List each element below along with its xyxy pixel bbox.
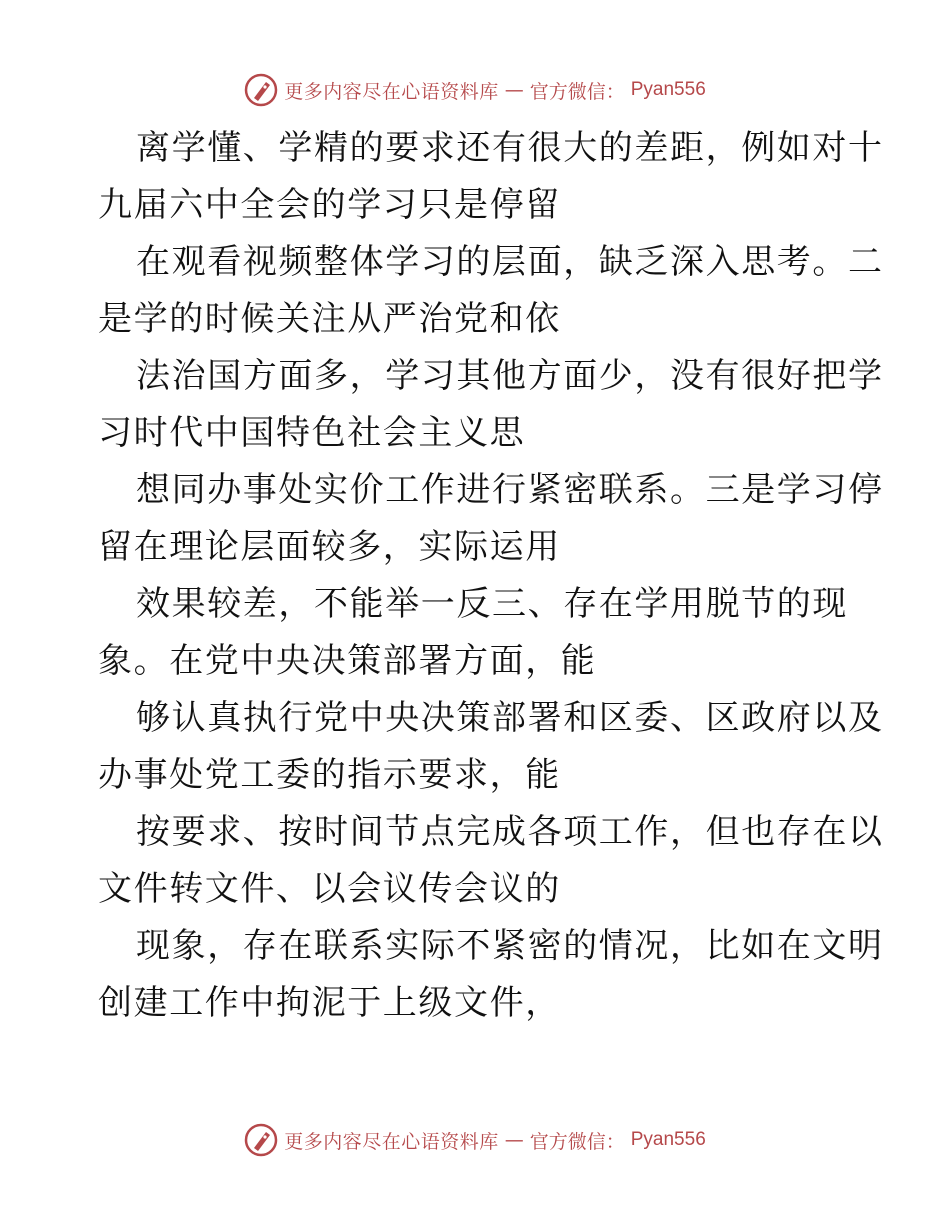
paragraph-line: 文件转文件、以会议传会议的 xyxy=(98,869,561,909)
paragraph-line: 留在理论层面较多，实际运用 xyxy=(98,527,561,567)
paragraph-line: 现象，存在联系实际不紧密的情况，比如在文明 xyxy=(136,926,884,966)
watermark-id: Pyan556 xyxy=(630,79,706,100)
watermark-separator: — xyxy=(504,1129,524,1151)
paragraph-line: 是学的时候关注从严治党和依 xyxy=(98,299,561,339)
paragraph-line: 想同办事处实价工作进行紧密联系。三是学习停 xyxy=(136,470,884,510)
header-watermark xyxy=(0,72,950,108)
watermark-site-text: 更多内容尽在心语资料库 xyxy=(284,80,499,103)
pen-nib-circle-icon xyxy=(244,73,278,107)
paragraph-line: 创建工作中拘泥于上级文件， xyxy=(98,983,561,1023)
paragraph-line: 办事处党工委的指示要求，能 xyxy=(98,755,561,795)
paragraph-1 xyxy=(98,120,884,234)
document-body xyxy=(98,120,884,1032)
paragraph-6 xyxy=(98,690,884,804)
paragraph-line: 在观看视频整体学习的层面，缺乏深入思考。二 xyxy=(136,242,884,282)
watermark-id: Pyan556 xyxy=(630,1129,706,1150)
footer-watermark xyxy=(0,1122,950,1158)
watermark-site-text: 更多内容尽在心语资料库 xyxy=(284,1130,499,1153)
paragraph-4 xyxy=(98,462,884,576)
paragraph-8 xyxy=(98,918,884,1032)
paragraph-2 xyxy=(98,234,884,348)
paragraph-line: 够认真执行党中央决策部署和区委、区政府以及 xyxy=(136,698,884,738)
paragraph-line: 法治国方面多，学习其他方面少，没有很好把学 xyxy=(136,356,884,396)
paragraph-7 xyxy=(98,804,884,918)
paragraph-5 xyxy=(98,576,858,690)
watermark-label: 官方微信： xyxy=(529,1130,625,1153)
paragraph-line: 离学懂、学精的要求还有很大的差距，例如对十 xyxy=(136,128,884,168)
paragraph-line: 九届六中全会的学习只是停留 xyxy=(98,185,561,225)
paragraph-line: 象。在党中央决策部署方面，能 xyxy=(98,641,597,681)
pen-nib-circle-icon xyxy=(244,1123,278,1157)
paragraph-3 xyxy=(98,348,884,462)
watermark-label: 官方微信： xyxy=(529,80,625,103)
paragraph-line: 习时代中国特色社会主义思 xyxy=(98,413,526,453)
watermark-separator: — xyxy=(504,79,524,101)
paragraph-line: 按要求、按时间节点完成各项工作，但也存在以 xyxy=(136,812,884,852)
paragraph-line: 效果较差，不能举一反三、存在学用脱节的现 xyxy=(136,584,848,624)
